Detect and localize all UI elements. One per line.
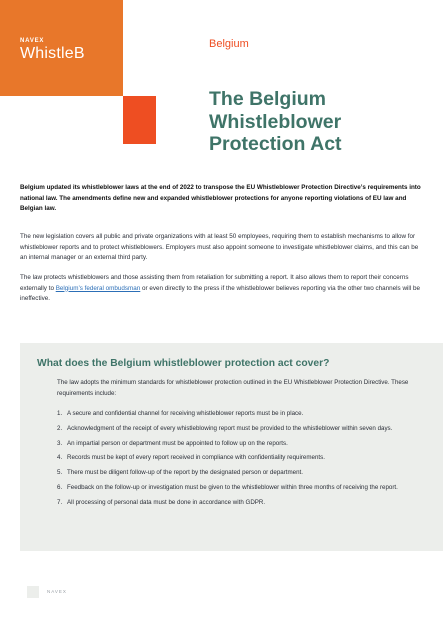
item-number: 7. (57, 498, 63, 506)
section-lead: The law adopts the minimum standards for whistleblower protection outlined in the EU Whistleblower Protection Directive. These requirements include: (57, 379, 409, 397)
coverage-section (20, 343, 443, 551)
item-number: 4. (57, 454, 63, 462)
list-item (57, 409, 427, 420)
logo-product: WhistleB (20, 45, 85, 62)
item-text: An impartial person or department must be appointed to follow up on the reports. (67, 439, 288, 447)
ombudsman-link[interactable]: Belgium’s federal ombudsman (55, 284, 141, 292)
body-paragraph-1: The new legislation covers all public and private organizations with at least 50 employees, requiring them to establish mechanisms to allow for whistleblower reports and to protect whistleblowers. Employers must also appoint someone to investigate whistleblower claims, and this can be an internal manager or an external third party. (20, 233, 419, 262)
item-text: All processing of personal data must be done in accordance with GDPR. (67, 498, 266, 506)
page-title: The Belgium Whistleblower Protection Act (209, 88, 342, 155)
item-number: 6. (57, 483, 63, 491)
item-number: 5. (57, 469, 63, 477)
item-number: 1. (57, 410, 63, 417)
body-paragraph-2 (20, 273, 425, 305)
item-text: There must be diligent follow-up of the report by the designated person or department. (67, 469, 303, 477)
intro-paragraph: Belgium updated its whistleblower laws at the end of 2022 to transpose the EU Whistleblower Protection Directive’s requirements into national law. The amendments define new and expanded whistleblower protections for anyone reporting violations of EU law and Belgian law. (20, 184, 421, 213)
requirements-list (57, 409, 427, 512)
footer-mark (27, 586, 39, 598)
logo-brand: NAVEX (20, 38, 45, 44)
item-number: 2. (57, 424, 63, 432)
country-label: Belgium (209, 38, 249, 50)
item-text: Records must be kept of every report received in compliance with confidentiality requirements. (67, 454, 325, 462)
item-number: 3. (57, 439, 63, 447)
footer-brand: NAVEX (47, 589, 67, 594)
list-item (57, 483, 427, 494)
section-title: What does the Belgium whistleblower protection act cover? (37, 358, 330, 369)
logo-block (0, 0, 123, 96)
list-item (57, 424, 427, 435)
decorative-square (123, 96, 156, 144)
list-item (57, 439, 427, 450)
list-item (57, 498, 427, 509)
paragraph-2-end: or even directly to the press if the whistleblower believes reporting via the other two channels will be ineffective. (20, 284, 420, 303)
list-item (57, 453, 427, 464)
item-text: Acknowledgment of the receipt of every whistleblowing report must be provided to the whistleblower within seven days. (67, 424, 393, 432)
item-text: Feedback on the follow-up or investigation must be given to the whistleblower within three months of receiving the report. (67, 483, 398, 491)
paragraph-2-start: The law protects whistleblowers and those assisting them from retaliation for submitting a report. It also allows them to report their concerns externally to (20, 274, 409, 292)
list-item (57, 468, 427, 479)
item-text: A secure and confidential channel for receiving whistleblower reports must be in place. (67, 410, 304, 417)
